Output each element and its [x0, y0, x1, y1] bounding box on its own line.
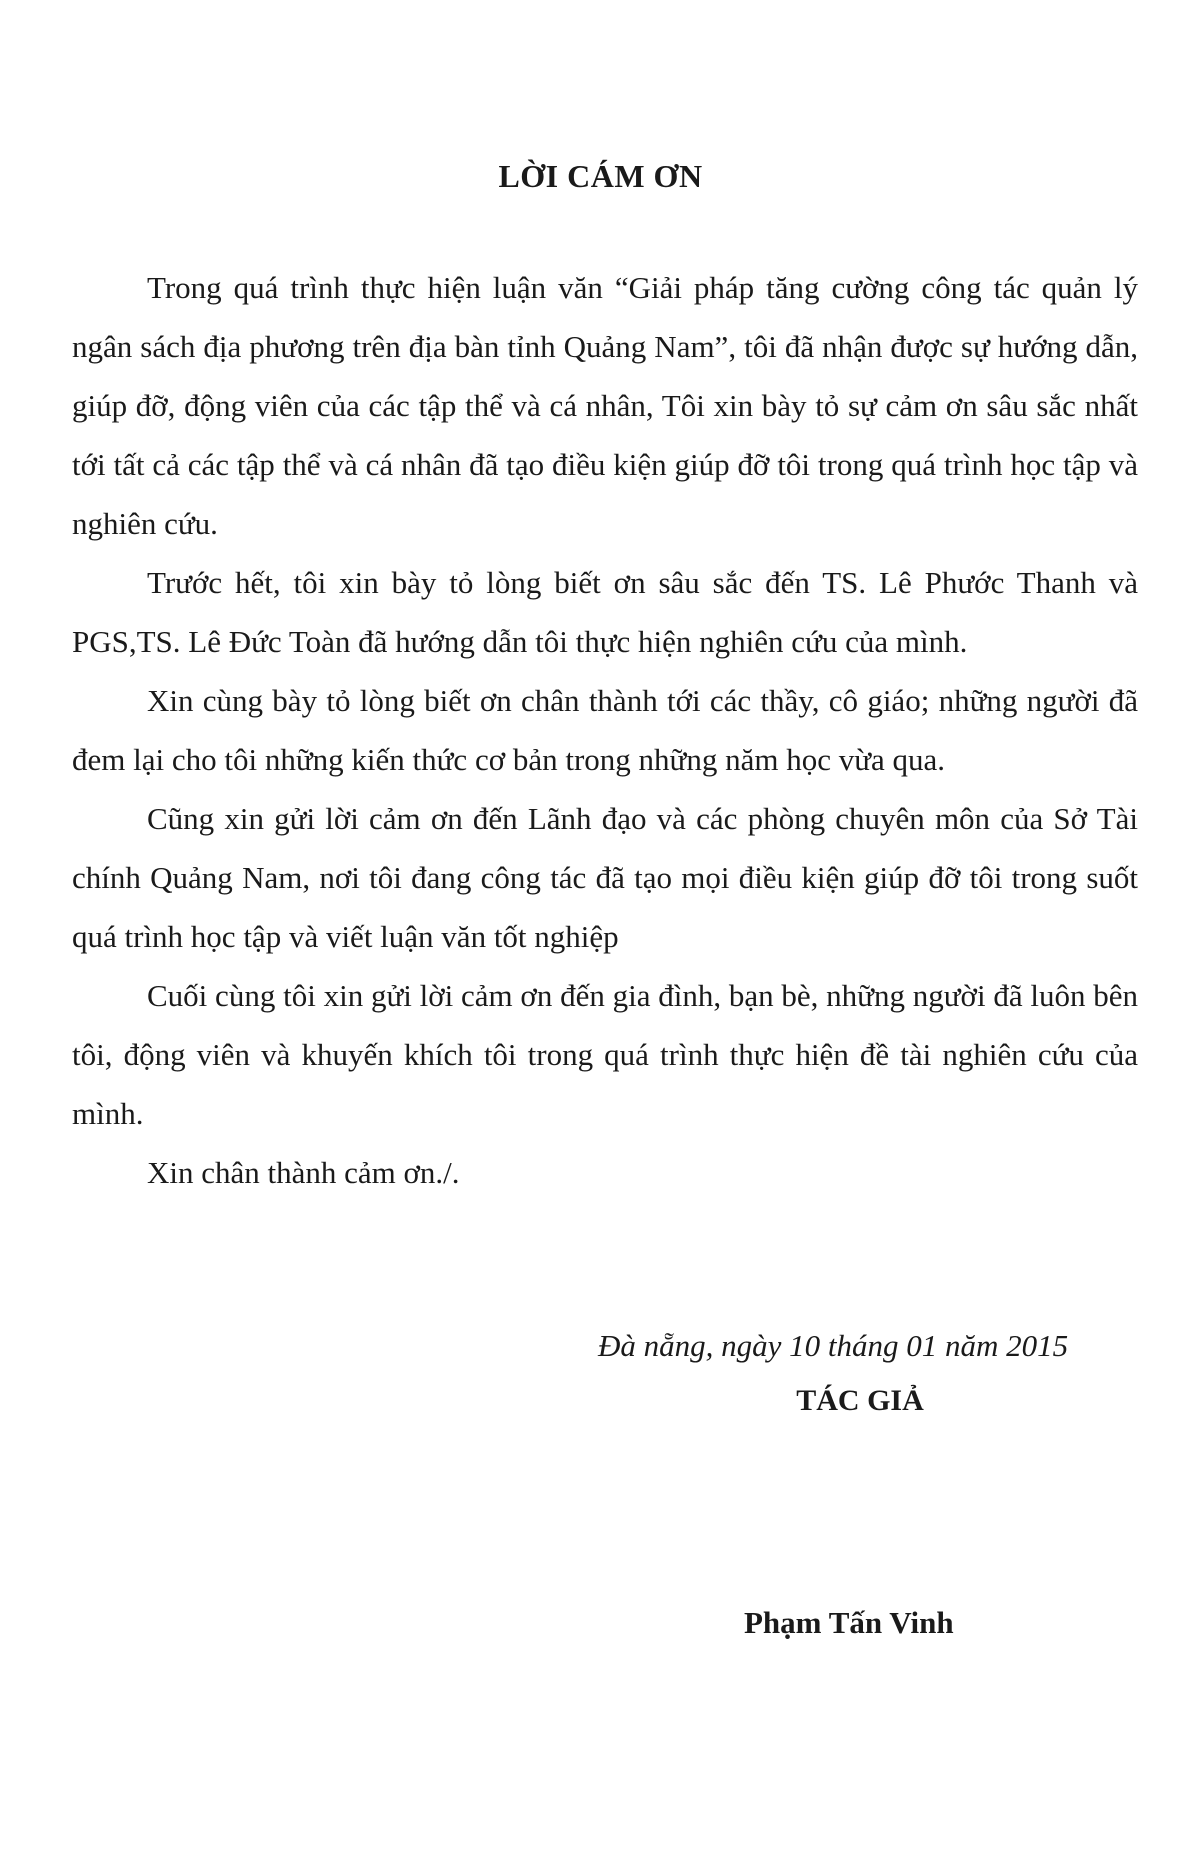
paragraph-4: Cũng xin gửi lời cảm ơn đến Lãnh đạo và các phòng chuyên môn của Sở Tài chính Quảng Nam, nơi tôi đang công tác đã tạo mọi điều kiện giúp đỡ tôi trong suốt quá trình học tập và viết luận văn tốt nghiệp [72, 801, 1138, 954]
date-line: Đà nẵng, ngày 10 tháng 01 năm 2015 [598, 1328, 1069, 1363]
paragraph-3: Xin cùng bày tỏ lòng biết ơn chân thành tới các thầy, cô giáo; những người đã đem lại cho tôi những kiến thức cơ bản trong những năm học vừa qua. [72, 683, 1138, 777]
paragraph-2: Trước hết, tôi xin bày tỏ lòng biết ơn sâu sắc đến TS. Lê Phước Thanh và PGS,TS. Lê Đức Toàn đã hướng dẫn tôi thực hiện nghiên cứu của mình. [72, 565, 1138, 659]
acknowledgement-body [72, 258, 1138, 1202]
document-title: LỜI CÁM ƠN [498, 158, 703, 194]
paragraph-6: Xin chân thành cảm ơn./. [147, 1155, 460, 1190]
author-name: Phạm Tấn Vinh [744, 1605, 954, 1640]
paragraph-1: Trong quá trình thực hiện luận văn “Giải pháp tăng cường công tác quản lý ngân sách địa phương trên địa bàn tỉnh Quảng Nam”, tôi đã nhận được sự hướng dẫn, giúp đỡ, động viên của các tập thể và cá nhân, Tôi xin bày tỏ sự cảm ơn sâu sắc nhất tới tất cả các tập thể và cá nhân đã tạo điều kiện giúp đỡ tôi trong quá trình học tập và nghiên cứu. [72, 270, 1138, 541]
paragraph-5: Cuối cùng tôi xin gửi lời cảm ơn đến gia đình, bạn bè, những người đã luôn bên tôi, động viên và khuyến khích tôi trong quá trình thực hiện đề tài nghiên cứu của mình. [72, 978, 1138, 1131]
author-role: TÁC GIẢ [796, 1384, 924, 1417]
